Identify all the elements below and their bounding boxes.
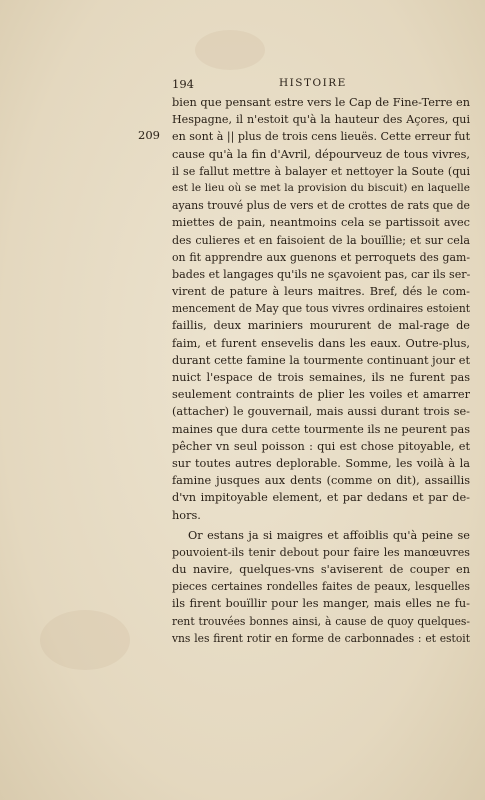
text-line: rent trouvées bonnes ainsi, à cause de quoy quelques- xyxy=(172,614,470,628)
text-line: virent de pature à leurs maitres. Bref, dés le com- xyxy=(172,285,470,299)
text-line: il se fallut mettre à balayer et nettoyer la Soute (qui xyxy=(172,164,470,178)
page-header xyxy=(172,77,462,93)
text-line: pieces certaines rondelles faites de peaux, lesquelles xyxy=(172,580,470,594)
text-line: hors. xyxy=(172,508,201,522)
text-line: nuict l'espace de trois semaines, ils ne furent pas xyxy=(172,371,470,384)
paragraph-1 xyxy=(172,94,470,524)
text-line: bien que pensant estre vers le Cap de Fine-Terre en xyxy=(172,96,470,109)
text-line: maines que dura cette tourmente ils ne peurent pas xyxy=(172,422,470,436)
text-line: du navire, quelques-vns s'aviserent de couper en xyxy=(172,563,470,577)
paper-stain xyxy=(40,610,130,670)
text-line: Hespagne, il n'estoit qu'à la hauteur des Açores, qui xyxy=(172,113,470,127)
text-line: seulement contraints de plier les voiles et amarrer xyxy=(172,388,470,402)
text-line: miettes de pain, neantmoins cela se partissoit avec xyxy=(172,216,470,230)
text-line: vns les firent rotir en forme de carbonnades : et estoit xyxy=(172,631,470,645)
text-line: mencement de May que tous vivres ordinaires estoient xyxy=(172,302,470,316)
text-line: faim, et furent ensevelis dans les eaux. Outre-plus, xyxy=(172,336,470,350)
text-line: d'vn impitoyable element, et par dedans et par de- xyxy=(172,491,470,505)
text-line: famine jusques aux dents (comme on dit), assaillis xyxy=(172,474,470,488)
text-line: est le lieu où se met la provision du biscuit) en laquelle xyxy=(172,181,470,194)
paragraph-2 xyxy=(172,527,470,647)
text-line: pouvoient-ils tenir debout pour faire les manœuvres xyxy=(172,545,470,559)
text-line: ayans trouvé plus de vers et de crottes de rats que de xyxy=(172,199,470,213)
text-body xyxy=(172,94,470,647)
text-line: (attacher) le gouvernail, mais aussi durant trois se- xyxy=(172,405,470,419)
text-line: on fit apprendre aux guenons et perroquets des gam- xyxy=(172,250,470,264)
page-number: 194 xyxy=(172,77,194,91)
text-line: faillis, deux mariniers moururent de mal-rage de xyxy=(172,319,470,333)
text-line: durant cette famine la tourmente continuant jour et xyxy=(172,353,470,367)
text-line: bades et langages qu'ils ne sçavoient pas, car ils ser- xyxy=(172,267,470,281)
text-line: Or estans ja si maigres et affoiblis qu'à peine se xyxy=(188,528,470,542)
text-line: ils firent bouïllir pour les manger, mais elles ne fu- xyxy=(172,597,470,611)
text-line: en sont à || plus de trois cens lieuës. Cette erreur fut xyxy=(172,130,470,144)
running-head: HISTOIRE xyxy=(279,77,347,89)
text-line: pêcher vn seul poisson : qui est chose pitoyable, et xyxy=(172,439,470,453)
margin-folio-note: 209 xyxy=(138,128,160,142)
text-line: des culieres et en faisoient de la bouïllie; et sur cela xyxy=(172,233,470,247)
paper-stain xyxy=(195,30,265,70)
text-line: sur toutes autres deplorable. Somme, les voilà à la xyxy=(172,456,470,470)
text-line: cause qu'à la fin d'Avril, dépourveuz de tous vivres, xyxy=(172,147,470,161)
